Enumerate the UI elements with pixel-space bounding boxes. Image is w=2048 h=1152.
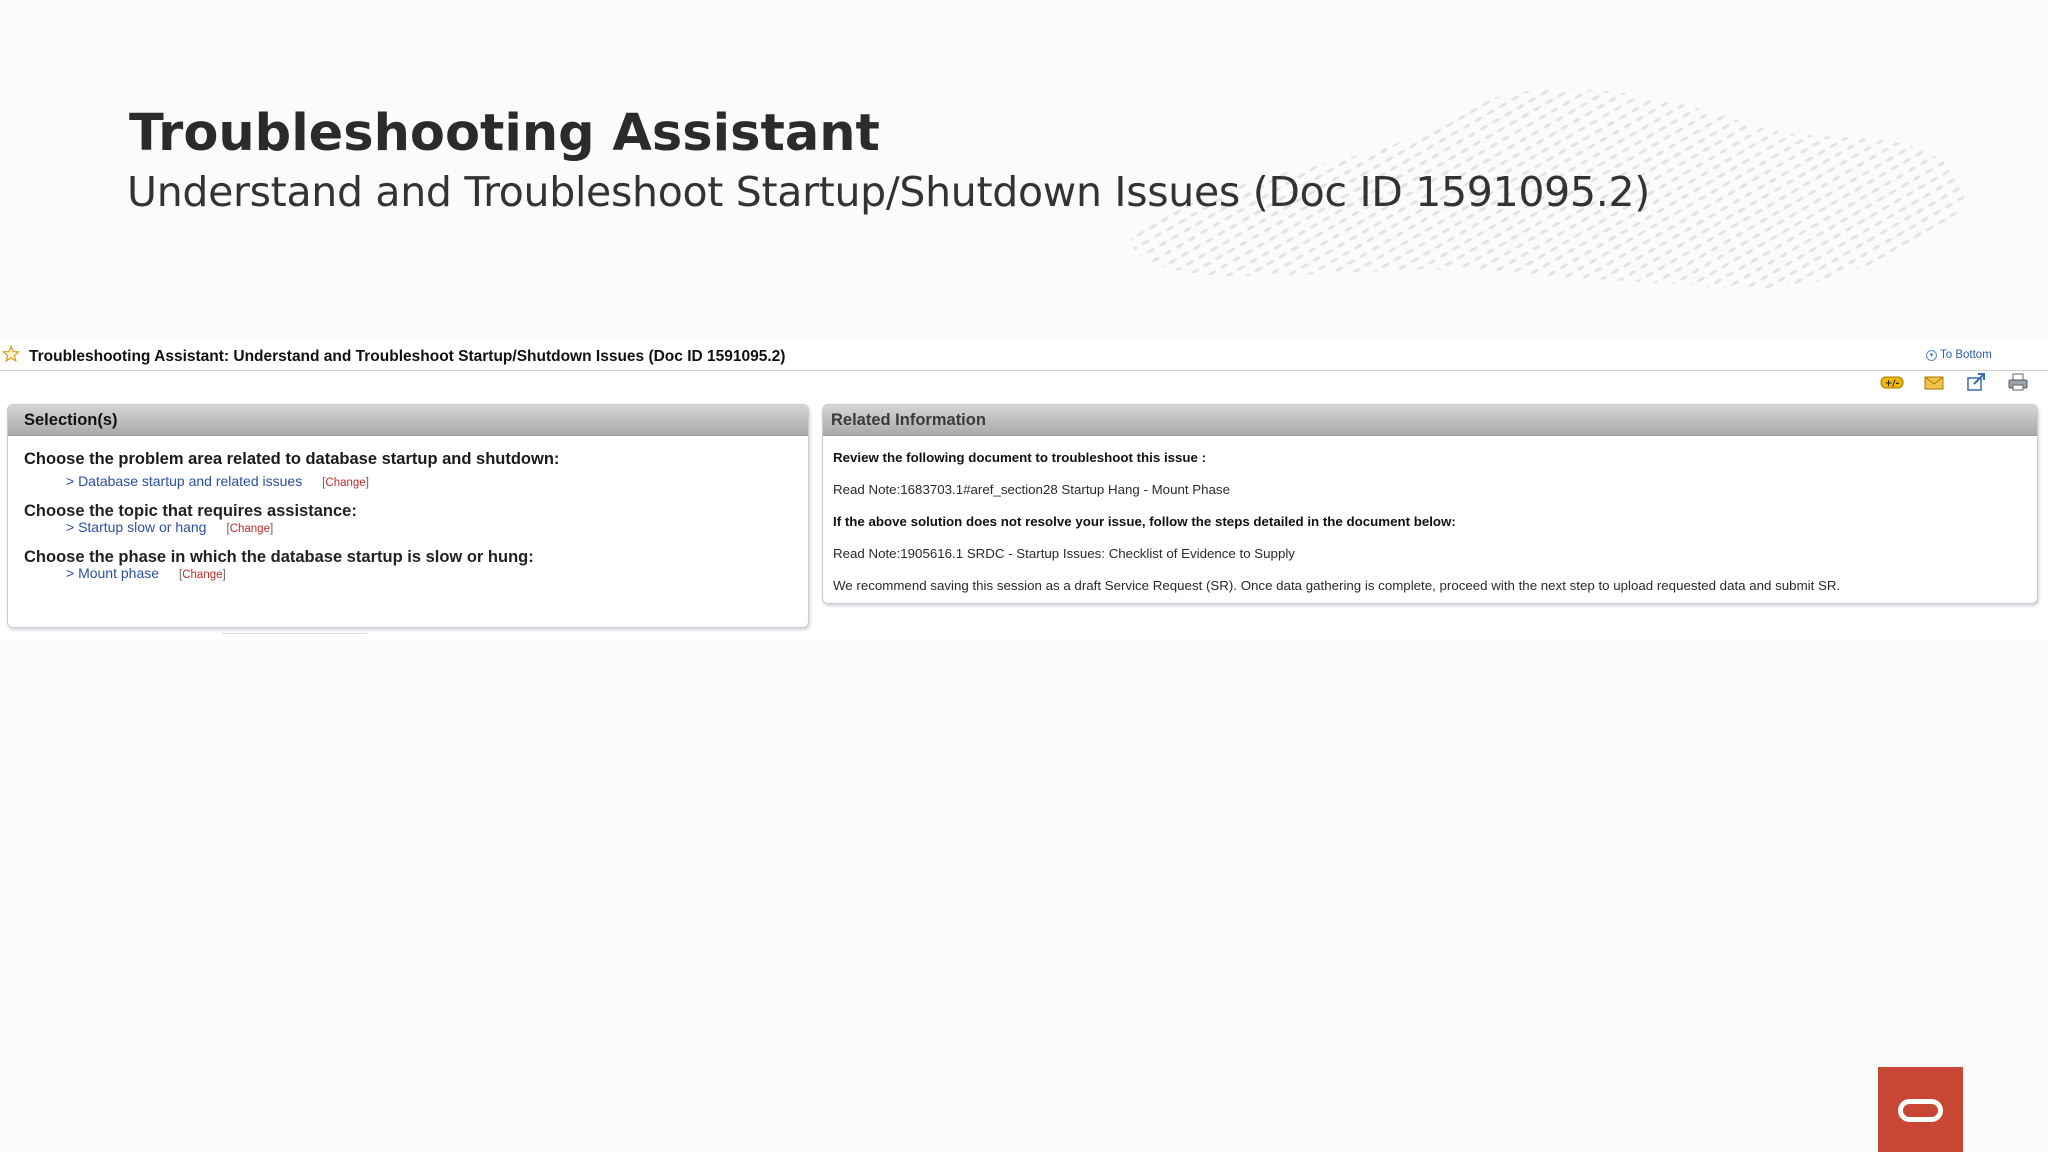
slide-subtitle: Understand and Troubleshoot Startup/Shutdown Issues (Doc ID 1591095.2) xyxy=(127,168,1650,216)
document-toolbar xyxy=(1880,372,2030,392)
answer-link[interactable]: > Mount phase xyxy=(66,565,160,581)
screenshot-area xyxy=(0,340,2048,640)
font-size-icon[interactable] xyxy=(1880,372,1904,392)
svg-text:+/-: +/- xyxy=(1884,379,1900,389)
favorite-star-icon[interactable] xyxy=(2,345,20,363)
change-wrapper: [Change] xyxy=(226,523,274,535)
to-bottom-label: To Bottom xyxy=(1940,349,1992,361)
divider xyxy=(222,633,367,634)
related-information-panel xyxy=(822,404,2038,604)
answer-problem-area xyxy=(66,473,369,489)
arrow-down-icon: ▾ xyxy=(1926,350,1937,361)
change-link[interactable]: Change xyxy=(325,477,366,489)
change-wrapper: [Change] xyxy=(179,569,226,581)
question-topic: Choose the topic that requires assistance: xyxy=(24,502,357,520)
answer-topic xyxy=(66,519,273,535)
answer-link[interactable]: > Startup slow or hang xyxy=(66,519,207,535)
question-phase: Choose the phase in which the database startup is slow or hung: xyxy=(24,548,534,566)
document-title: Troubleshooting Assistant: Understand and Troubleshoot Startup/Shutdown Issues (Doc ID 1591095.2) xyxy=(29,348,786,365)
to-bottom-link[interactable] xyxy=(1926,349,1992,361)
change-wrapper: [Change] xyxy=(322,477,369,489)
related-line[interactable]: Read Note:1683703.1#aref_section28 Startup Hang - Mount Phase xyxy=(833,482,1230,497)
oracle-logo xyxy=(1878,1067,1963,1152)
selections-panel xyxy=(7,404,809,628)
change-link[interactable]: Change xyxy=(182,569,223,581)
email-icon[interactable] xyxy=(1922,372,1946,392)
document-header xyxy=(0,340,2048,371)
slide-title: Troubleshooting Assistant xyxy=(129,104,880,163)
open-window-icon[interactable] xyxy=(1964,372,1988,392)
related-line[interactable]: Read Note:1905616.1 SRDC - Startup Issues: Checklist of Evidence to Supply xyxy=(833,546,1295,561)
answer-phase xyxy=(66,565,226,581)
print-icon[interactable] xyxy=(2006,372,2030,392)
change-link[interactable]: Change xyxy=(229,523,270,535)
related-information-header: Related Information xyxy=(823,405,2037,436)
related-line: If the above solution does not resolve your issue, follow the steps detailed in the document below: xyxy=(833,514,1456,529)
oracle-ring-icon xyxy=(1898,1099,1943,1122)
related-line: Review the following document to troubleshoot this issue : xyxy=(833,450,1207,465)
related-line: We recommend saving this session as a draft Service Request (SR). Once data gathering is complete, proceed with the next step to upload requested data and submit SR. xyxy=(833,578,1841,593)
selections-header: Selection(s) xyxy=(8,405,808,436)
question-problem-area: Choose the problem area related to database startup and shutdown: xyxy=(24,450,560,468)
answer-link[interactable]: > Database startup and related issues xyxy=(66,473,303,489)
